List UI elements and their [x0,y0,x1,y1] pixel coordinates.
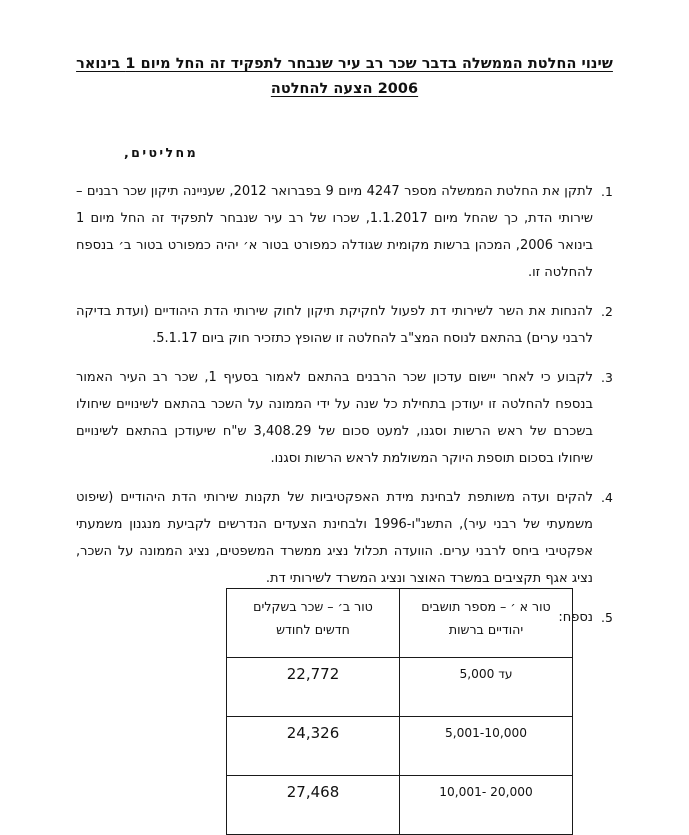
table-row [227,776,573,835]
table-header-row [227,589,573,658]
cell-residents-3: 20,000 -10,001 [400,776,573,835]
cell-salary-3: 27,468 [227,776,400,835]
cell-residents-1: עד 5,000 [400,658,573,717]
clause-item-2 [62,298,627,352]
appendix-salary-table [226,588,573,835]
clause-text-3: לקבוע כי לאחר יישום עדכון שכר הרבנים בהתאם לאמור בסעיף 1, שכר רב העיר האמור בנספח להחלטה זו יעודכן בתחילת כל שנה על ידי הממונה על השכר בהתאם לשינויים שיחולו בשכרם של ראש הרשות וסגנו, למעט סכום של 3,408.29 ש"ח שיעודכן בהתאם לשינויים שיחולו בסכום תוספת היוקר המשולמת לראש הרשות וסגנו. [76,370,594,466]
clause-number-4: .4 [601,490,613,505]
clause-text-4: להקים ועדה משותפת לבחינת מידת האפקטיביות של תקנות שירותי הדת היהודיים (שיפוט משמעתי של רבני עיר), התשנ"ו-1996 ולבחינת הצעדים הנדרשים לקביעת מנגנון משמעתי אפקטיבי ביחס לרבני ערים. הוועדה תכלול נציג ממשרד המשפטים, נציג הממונה על השכר, נציג אגף תקציבים במשרד האוצר ונציג המשרד לשירותי דת. [76,490,593,586]
clause-text-1: לתקן את החלטת הממשלה מספר 4247 מיום 9 בפברואר 2012, שעניינה תיקון שכר רבנים – שירותי הדת, כך שהחל מיום 1.1.2017, שכרו של רב עיר שנבחר לתפקיד זה החל מיום 1 בינואר 2006, המכהן ברשות מקומית שגודלה כמפורט בטור א׳ יהיה כמפורט בטור ב׳ בנספח להחלטה זו. [76,184,593,280]
clause-number-2: .2 [601,304,613,319]
cell-salary-1: 22,772 [227,658,400,717]
table-header-salary: טור ב׳ – שכר בשקלים חדשים לחודש [227,589,400,658]
table-header-residents: טור א ׳ – מספר תושבים יהודיים ברשות [400,589,573,658]
clause-item-4 [62,484,627,592]
cell-salary-2: 24,326 [227,717,400,776]
clause-item-3 [62,364,627,472]
appendix-table-head [227,589,573,658]
appendix-table-body [227,658,573,835]
clause-text-2: להנחות את השר לשירותי דת לפעול לחקיקת תיקון לחוק שירותי הדת היהודיים (ועדת בדיקה לרבני ערים) בהתאם לנוסח המצ"ב להחלטה זו שהופץ כתזכיר חוק ביום 5.1.17. [76,304,593,346]
clause-item-1 [62,178,627,286]
document-title [62,52,627,102]
decide-heading: מחליטים, [124,145,199,160]
clause-number-5: .5 [601,610,613,625]
appendix-table-container [226,588,573,835]
clause-text-5: נספח: [558,610,593,625]
document-title-line-2: 2006 הצעה להחלטה [270,81,419,97]
document-title-line-1: שינוי החלטת הממשלה בדבר שכר רב עיר שנבחר לתפקיד זה החל מיום 1 בינואר [76,56,613,72]
table-row [227,717,573,776]
table-row [227,658,573,717]
cell-residents-2: 5,001-10,000 [400,717,573,776]
clause-number-3: .3 [601,370,613,385]
clause-number-1: .1 [601,184,613,199]
clause-list [62,178,627,635]
